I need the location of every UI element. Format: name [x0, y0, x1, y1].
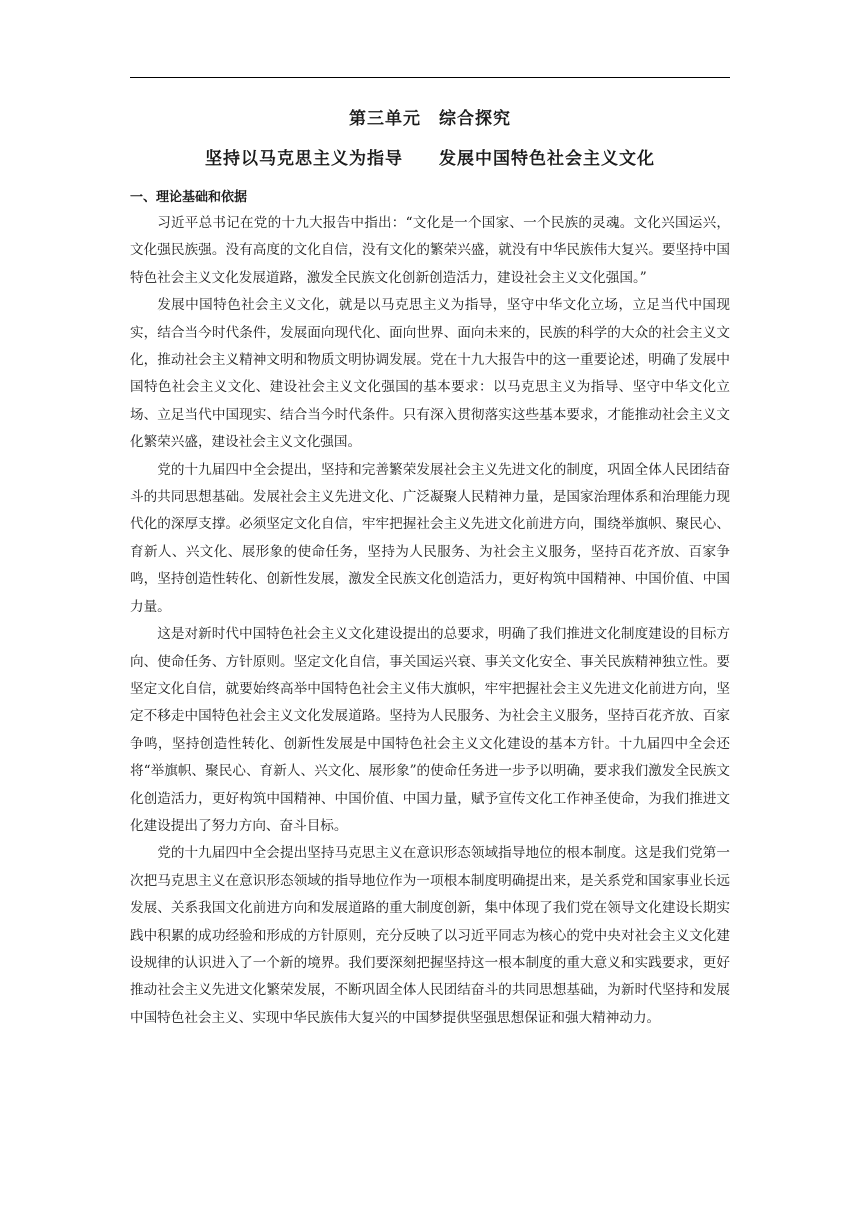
paragraph-1: 习近平总书记在党的十九大报告中指出：“文化是一个国家、一个民族的灵魂。文化兴国运兴，文化强民族强。没有高度的文化自信，没有文化的繁荣兴盛，就没有中华民族伟大复兴。要坚持中国特色社会主义文化发展道路，激发全民族文化创新创造活力，建设社会主义文化强国。” — [130, 215, 730, 286]
paragraph-5: 党的十九届四中全会提出坚持马克思主义在意识形态领域指导地位的根本制度。这是我们党第一次把马克思主义在意识形态领域的指导地位作为一项根本制度明确提出来，是关系党和国家事业长远发展、关系我国文化前进方向和发展道路的重大制度创新，集中体现了我们党在领导文化建设长期实践中积累的成功经验和形成的方针原则，充分反映了以习近平同志为核心的党中央对社会主义文化建设规律的认识进入了一个新的境界。我们要深刻把握坚持这一根本制度的重大意义和实践要求，更好推动社会主义先进文化繁荣发展，不断巩固全体人民团结奋斗的共同思想基础，为新时代坚持和发展中国特色社会主义、实现中华民族伟大复兴的中国梦提供坚强思想保证和强大精神动力。 — [130, 845, 730, 1026]
paragraph-4: 这是对新时代中国特色社会主义文化建设提出的总要求，明确了我们推进文化制度建设的目标方向、使命任务、方针原则。坚定文化自信，事关国运兴衰、事关文化安全、事关民族精神独立性。要坚定文化自信，就要始终高举中国特色社会主义伟大旗帜，牢牢把握社会主义先进文化前进方向，坚定不移走中国特色社会主义文化发展道路。坚持为人民服务、为社会主义服务，坚持百花齐放、百家争鸣，坚持创造性转化、创新性发展是中国特色社会主义文化建设的基本方针。十九届四中全会还将“举旗帜、聚民心、育新人、兴文化、展形象”的使命任务进一步予以明确，要求我们激发全民族文化创造活力，更好构筑中国精神、中国价值、中国力量，赋予宣传文化工作神圣使命，为我们推进文化建设提出了努力方向、奋斗目标。 — [130, 626, 730, 834]
body-text — [130, 210, 730, 1032]
unit-title: 第三单元 综合探究 — [349, 109, 511, 129]
paragraph-2: 发展中国特色社会主义文化，就是以马克思主义为指导，坚守中华文化立场，立足当代中国现实，结合当今时代条件，发展面向现代化、面向世界、面向未来的，民族的科学的大众的社会主义文化，推动社会主义精神文明和物质文明协调发展。党在十九大报告中的这一重要论述，明确了发展中国特色社会主义文化、建设社会主义文化强国的基本要求：以马克思主义为指导、坚守中华文化立场、立足当代中国现实、结合当今时代条件。只有深入贯彻落实这些基本要求，才能推动社会主义文化繁荣兴盛，建设社会主义文化强国。 — [130, 297, 730, 451]
section-heading: 一、理论基础和依据 — [130, 190, 248, 205]
paragraph-3: 党的十九届四中全会提出，坚持和完善繁荣发展社会主义先进文化的制度，巩固全体人民团结奋斗的共同思想基础。发展社会主义先进文化、广泛凝聚人民精神力量，是国家治理体系和治理能力现代化的深厚支撑。必须坚定文化自信，牢牢把握社会主义先进文化前进方向，围绕举旗帜、聚民心、育新人、兴文化、展形象的使命任务，坚持为人民服务、为社会主义服务，坚持百花齐放、百家争鸣，坚持创造性转化、创新性发展，激发全民族文化创造活力，更好构筑中国精神、中国价值、中国力量。 — [130, 461, 730, 615]
main-title: 坚持以马克思主义为指导 发展中国特色社会主义文化 — [205, 149, 655, 169]
header-rule — [130, 77, 730, 78]
